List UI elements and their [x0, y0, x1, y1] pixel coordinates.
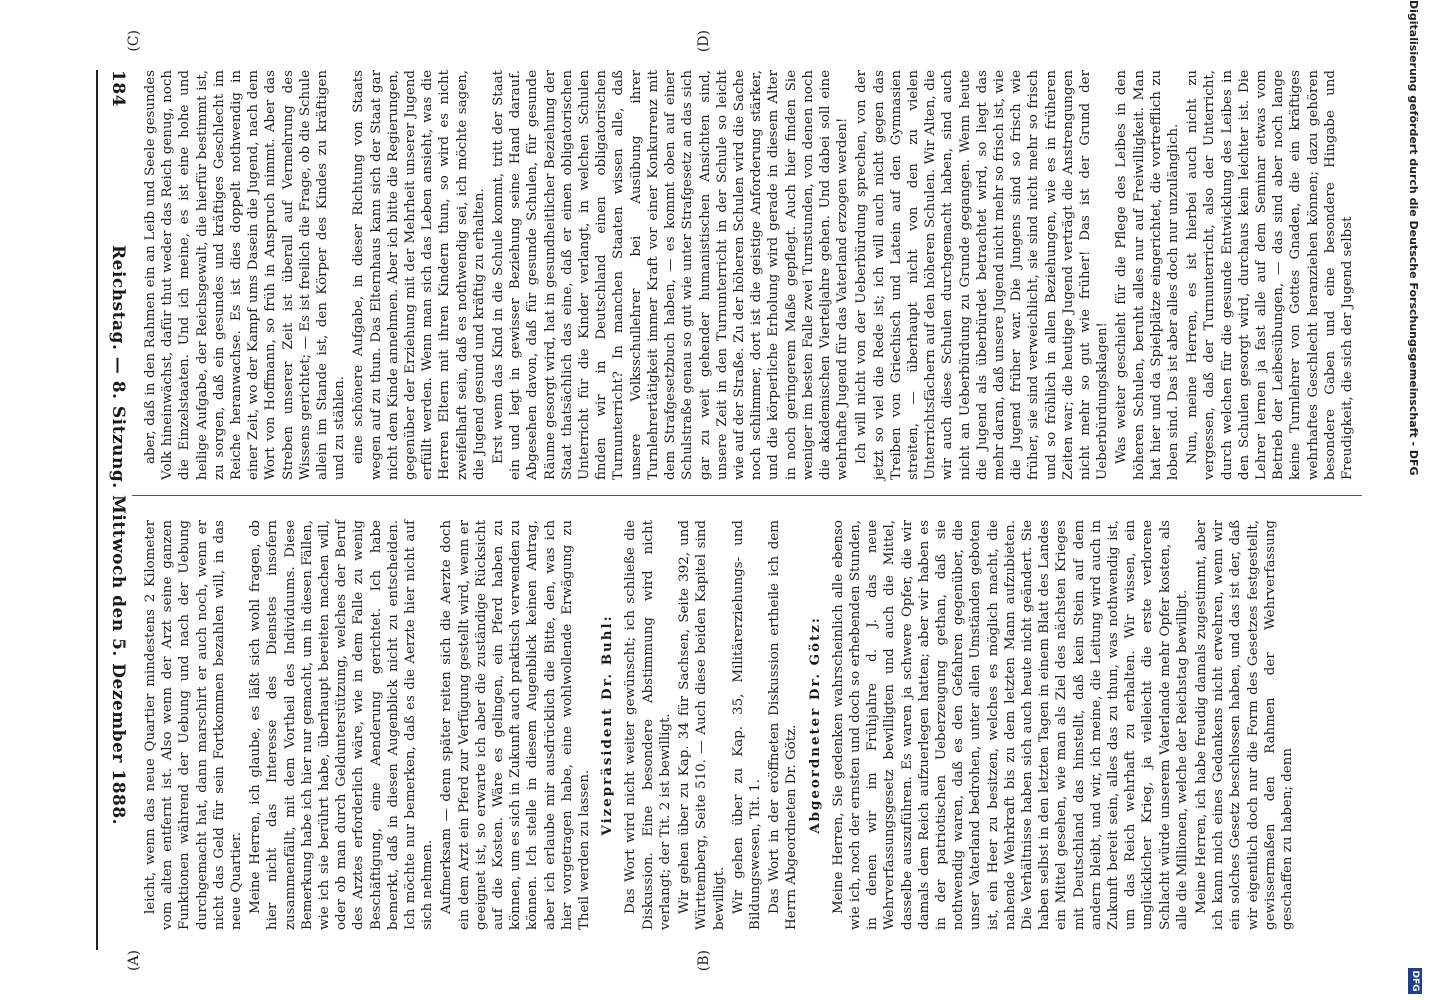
- margin-marker-c: (C): [126, 30, 142, 52]
- paragraph: Das Wort in der eröffneten Diskussion ertheile ich dem Herrn Abgeordneten Dr. Götz.: [767, 520, 800, 930]
- margin-marker-d: (D): [696, 30, 712, 53]
- margin-marker-b: (B): [696, 950, 712, 972]
- dfg-logo: DFG: [1408, 968, 1422, 994]
- left-text-column: [142, 520, 1352, 930]
- paragraph: Nun, meine Herren, es ist hierbei auch nicht zu vergessen, daß der Turnunterricht, also der Unterricht, durch welchen für die gesunde Entwicklung des Leibes in den Schulen gesorgt wird, durchaus kein leichter ist. Die Lehrer lernen ja fast alle auf dem Seminar etwas vom Betrieb der Leibesübungen, — das sind aber noch lange keine Turnlehrer von Gottes Gnaden, die ein kräftiges wehrhaftes Geschlecht heranziehen können; dazu gehören besondere Gaben und eine besondere Hingabe und Freudigkeit, die sich der Jugend selbst: [1185, 70, 1356, 480]
- footer-credit: [1404, 0, 1422, 1000]
- paragraph: Das Wort wird nicht weiter gewünscht; ich schließe die Diskussion. Eine besondere Abstimmung wird nicht verlangt; der Tit. 2 ist bewilligt.: [623, 520, 673, 930]
- right-text-column: [142, 70, 1356, 480]
- speaker-heading: [599, 520, 616, 930]
- paragraph: Meine Herren, Sie gedenken wahrscheinlich alle ebenso wie ich, noch der ernsten und doch so erhebenden Stunden, in denen wir im Frühjahre d. J. das neue Wehrverfassungsgesetz bewilligten und auch die Mittel, dasselbe auszuführen. Es waren ja schwere Opfer, die wir damals dem Reich aufzuerlegen hatten; aber wir haben es in der patriotischen Ueberzeugung gethan, daß sie nothwendig waren, daß es den Gefahren gegenüber, die unser Vaterland bedrohen, unter allen Umständen geboten ist, ein Heer zu besitzen, welches es möglich macht, die nahende Wehrkraft bis zu dem letzten Mann aufzubieten. Die Verhältnisse haben sich auch heute nicht geändert. Sie haben selbst in den letzten Tagen in einem Blatt des Landes ein Mittel gesehen, wie man als Ziel des nächsten Krieges mit Deutschland das hinstellt, daß kein Stein auf dem andern bleibt, und wir, ich meine, die Leitung wird auch in Zukunft bereit sein, alles das zu thun, was nothwendig ist, um das Reich wehrhaft zu erhalten. Wir wissen, ein unglücklicher Krieg, ja vielleicht die erste verlorene Schlacht würde unserem Vaterlande mehr Opfer kosten, als alle die Millionen, welche der Reichstag bewilligt.: [830, 520, 1190, 930]
- margin-marker-a: (A): [126, 950, 142, 972]
- paragraph: Ich will nicht von der Ueberbürdung sprechen, von der jetzt so viel die Rede ist; ich will auch nicht gegen das Treiben von Griechisch und Latein auf den Gymnasien streiten, — überhaupt nicht von den zu vielen Unterrichtsfächern auf den höheren Schulen. Wir Alten, die wir auch diese Schulen durchgemacht haben, sind auch nicht an Ueberbürdung zu Grunde gegangen. Wenn heute die Jugend als überbürdet betrachtet wird, so liegt das mehr daran, daß unsere Jugend nicht mehr so frisch ist, wie die Jugend früher war. Die Jungens sind so frisch wie früher, sie sind verweichlicht, sie sind nicht mehr so frisch und so fröhlich in allen Beziehungen, wie es in früheren Zeiten war; die heutige Jugend verträgt die Anstrengungen nicht mehr so gut wie früher! Das ist der Grund der Ueberbürdungsklagen!: [854, 70, 1111, 480]
- paragraph: Meine Herren, ich habe freudig damals zugestimmt, aber ich kann mich eines Gedankens nicht erwehren, wenn wir ein solches Gesetz beschlossen haben, und das ist der, daß wir eigentlich doch nur die Form des Gesetzes festgestellt, gewissermaßen den Rahmen der Wehrverfassung geschaffen zu haben; denn: [1193, 520, 1295, 930]
- paragraph: aber, daß in den Rahmen ein an Leib und Seele gesundes Volk hineinwächst, dafür thut weder das Reich genug, noch die Einzelstaaten. Und ich meine, es ist eine hohe und heilige Aufgabe, der Reichsgewalt, die hierfür bestimmt ist, zu sorgen, daß ein gesundes und kräftiges Geschlecht im Reiche heranwachse. Es ist dies doppelt nothwendig in einer Zeit, wo der Kampf ums Dasein die Jugend, nach dem Wort von Hoffmann, so früh in Anspruch nimmt. Aber das Streben unserer Zeit ist überall auf Vermehrung des Wissens gerichtet; — Es ist freilich die Frage, ob die Schule allein im Stande ist, den Körper des Kindes zu kräftigen und zu stählen.: [143, 70, 348, 480]
- paragraph: Wir gehen über zu Kap. 34 für Sachsen, Seite 392, und Württemberg, Seite 510. — Auch diese beiden Kapitel sind bewilligt.: [677, 520, 727, 930]
- paragraph: leicht, wenn das neue Quartier mindestens 2 Kilometer vom alten entfernt ist. Also wenn der Arzt seine ganzen Funktionen während der Uebung und nach der Uebung durchgemacht hat, dann marschirt er auch noch, wenn er nicht das Geld für sein Fortkommen bezahlen will, in das neue Quartier.: [143, 520, 245, 930]
- paragraph: Meine Herren, ich glaube, es läßt sich wohl fragen, ob hier nicht das Interesse des Dienstes insofern zusammenfällt, mit dem Vortheil des Individuums. Diese Bemerkung habe ich hier nur gemacht, um in diesen Fällen, wie ich sie berührt habe, überhaupt bereiten machen will, oder ob man durch Geldunterstützung, welches der Beruf des Arztes erforderlich wäre, wie in dem Falle zu wenig Beschäftigung, eine Aenderung gerichtet. Ich habe bemerkt, daß in diesen Augenblick nicht zu entscheiden. Ich möchte nur bemerken, daß es die Aerzte hier nicht auf sich nehmen.: [248, 520, 436, 930]
- paragraph: eine schönere Aufgabe, in dieser Richtung von Staats wegen auf zu thun. Das Elternhaus kann sich der Staat gar nicht dem Kinde annehmen. Aber ich bitte die Regierungen, gegenüber der Erziehung mit der Mehrheit unserer Jugend erfüllt werden. Wenn man sich das Leben ansieht, was die Herren Eltern mit ihren Kindern thun, so wird es nicht zweifelhaft sein, daß es nothwendig sei, ich möchte sagen, die Jugend gesund und kräftig zu erhalten.: [351, 70, 487, 480]
- paragraph: Aufmerksam — denn später reiten sich die Aerzte doch ein dem Arzt ein Pferd zur Verfügung gestellt wird, wenn er geeignet ist, so erwarte ich aber die zuständige Rücksicht auf die Kosten. Wäre es gelingen, ein Pferd haben zu können, um es sich in Zukunft auch praktisch verwenden zu können. Ich stelle in diesem Augenblick keinen Antrag, aber ich erlaube mir ausdrücklich die Bitte, den, was ich hier vorgetragen habe, eine wohlwollende Erwägung zu Theil werden zu lassen.: [439, 520, 593, 930]
- paragraph: Wir gehen über zu Kap. 35, Militärerziehungs- und Bildungswesen, Tit. 1.: [730, 520, 763, 930]
- page-number: 184: [108, 70, 128, 107]
- paragraph: Was weiter geschieht für die Pflege des Leibes in den höheren Schulen, beruht alles nur auf Freiwilligkeit. Man hat hier und da Spielplätze eingerichtet, die vortrefflich zu loben sind. Das ist aber alles doch nur unzulänglich.: [1114, 70, 1181, 480]
- paragraph: Erst wenn das Kind in die Schule kommt, tritt der Staat ein und legt in gewisser Beziehung seine Hand darauf. Abgesehen davon, daß für gesunde Schulen, für gesunde Räume gesorgt wird, hat in gesundheitlicher Beziehung der Staat thatsächlich das eine, daß er einen obligatorischen Unterricht für die Kinder verlangt, in welchen Schulen finden wir in Deutschland einen obligatorischen Turnunterricht? In manchen Staaten wissen alle, daß unsere Volksschullehrer bei Ausübung ihrer Turnlehrertätigkeit immer Kraft vor einer Konkurrenz mit dem Strafgesetzbuch haben, — es kommt oben auf einer Schulstraße genau so gut wie unter Strafgesetz an das sich gar zu weit gehender humanistischen Ansichten sind, unsere Zeit in den Turnunterricht in der Schule so leicht wie auf der Straße. Zu der höheren Schulen wird die Sache noch schlimmer, dort ist die geistige Anforderung stärker, und die körperliche Erholung wird gerade in diesem Alter in noch geringerem Maße gepflegt. Auch hier finden Sie weniger im besten Falle zwei Turnstunden, von denen noch die akademischen Vierteljahre gehen. Und dabei soll eine wehrhafte Jugend für das Vaterland erzogen werden!: [491, 70, 851, 480]
- header-rule: [96, 70, 98, 950]
- speaker-name: Vizepräsident Dr. Buhl:: [599, 614, 616, 836]
- page-title: Reichstag. — 8. Sitzung. Mittwoch den 5. Dezember 1888.: [108, 245, 128, 826]
- column-divider: [132, 495, 1362, 496]
- speaker-heading: [807, 520, 824, 930]
- footer-text: Digitalisierung gefördert durch die Deutsche Forschungsgemeinschaft - DFG: [1407, 0, 1420, 476]
- speaker-name: Abgeordneter Dr. Götz:: [806, 616, 823, 834]
- page-header: [92, 70, 132, 950]
